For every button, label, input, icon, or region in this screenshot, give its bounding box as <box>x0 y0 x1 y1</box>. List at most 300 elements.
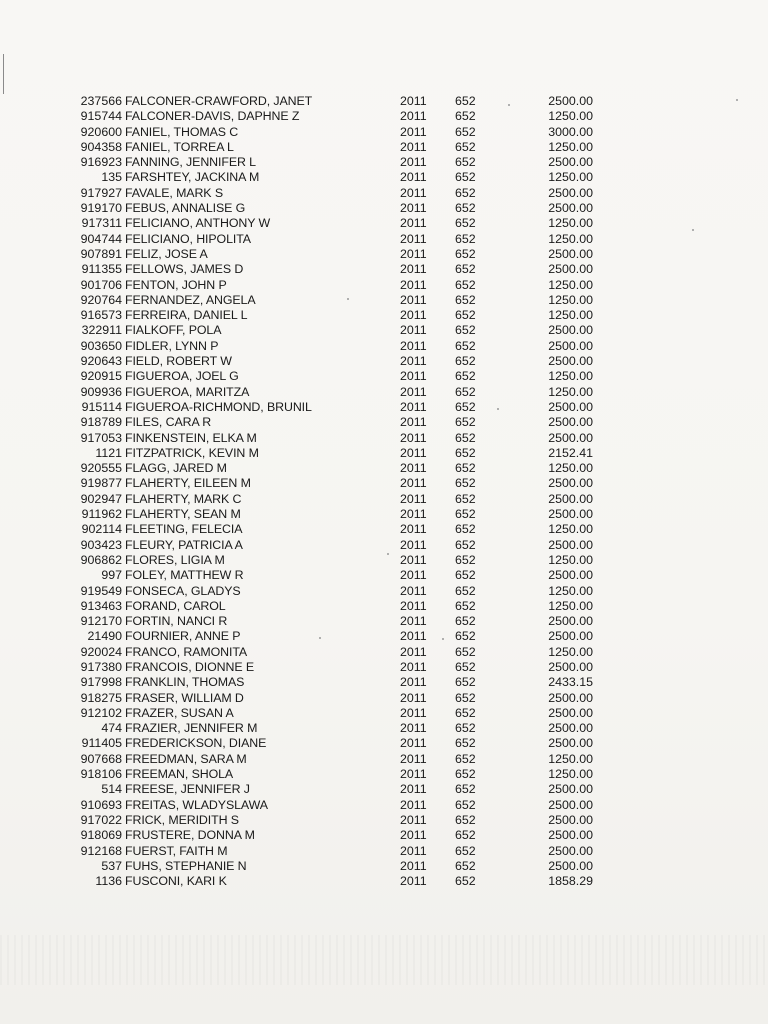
record-year: 2011 <box>400 583 427 598</box>
record-row <box>0 323 768 338</box>
record-code: 652 <box>455 109 476 124</box>
record-amount: 2433.15 <box>548 675 593 690</box>
record-code: 652 <box>455 354 476 369</box>
record-name: FIGUEROA-RICHMOND, BRUNIL <box>125 399 312 414</box>
record-code: 652 <box>455 690 476 705</box>
record-year: 2011 <box>400 721 427 736</box>
record-amount: 2500.00 <box>548 705 593 720</box>
record-year: 2011 <box>400 262 427 277</box>
record-amount: 2500.00 <box>548 201 593 216</box>
record-id: 919170 <box>80 201 122 216</box>
record-code: 652 <box>455 399 476 414</box>
record-name: FRAZER, SUSAN A <box>125 705 234 720</box>
record-amount: 2500.00 <box>548 155 593 170</box>
record-row <box>0 706 768 721</box>
record-name: FIELD, ROBERT W <box>125 354 232 369</box>
record-code: 652 <box>455 507 476 522</box>
record-id: 919549 <box>80 583 122 598</box>
record-code: 652 <box>455 797 476 812</box>
record-name: FELIZ, JOSE A <box>125 246 208 261</box>
record-id: 920024 <box>80 644 122 659</box>
record-name: FALCONER-DAVIS, DAPHNE Z <box>125 109 300 124</box>
record-amount: 2500.00 <box>548 399 593 414</box>
record-row <box>0 125 768 140</box>
record-row <box>0 216 768 231</box>
record-id: 322911 <box>81 323 122 338</box>
record-amount: 1858.29 <box>548 874 593 889</box>
record-name: FENTON, JOHN P <box>125 277 227 292</box>
record-id: 918106 <box>80 767 122 782</box>
record-code: 652 <box>455 185 476 200</box>
record-row <box>0 859 768 874</box>
record-row <box>0 553 768 568</box>
record-code: 652 <box>455 430 476 445</box>
record-code: 652 <box>455 262 476 277</box>
record-amount: 1250.00 <box>548 461 593 476</box>
record-year: 2011 <box>400 415 427 430</box>
record-year: 2011 <box>400 308 427 323</box>
record-year: 2011 <box>400 812 427 827</box>
record-year: 2011 <box>400 797 427 812</box>
record-year: 2011 <box>400 323 427 338</box>
record-year: 2011 <box>400 94 427 108</box>
record-row <box>0 140 768 155</box>
record-row <box>0 431 768 446</box>
record-name: FRANCO, RAMONITA <box>125 644 248 659</box>
record-amount: 2500.00 <box>548 614 593 629</box>
record-id: 904358 <box>80 139 122 154</box>
record-amount: 2500.00 <box>548 338 593 353</box>
record-name: FREDERICKSON, DIANE <box>125 736 267 751</box>
record-code: 652 <box>455 216 476 231</box>
record-year: 2011 <box>400 782 427 797</box>
record-year: 2011 <box>400 874 427 889</box>
record-id: 997 <box>101 568 122 583</box>
record-code: 652 <box>455 94 476 108</box>
record-row <box>0 155 768 170</box>
record-amount: 2152.41 <box>548 445 593 460</box>
record-amount: 1250.00 <box>548 767 593 782</box>
record-code: 652 <box>455 292 476 307</box>
record-id: 917022 <box>80 812 122 827</box>
record-code: 652 <box>455 874 476 889</box>
record-id: 920643 <box>80 354 122 369</box>
record-code: 652 <box>455 155 476 170</box>
record-row <box>0 828 768 843</box>
record-code: 652 <box>455 705 476 720</box>
record-year: 2011 <box>400 338 427 353</box>
record-amount: 2500.00 <box>548 568 593 583</box>
record-row <box>0 767 768 782</box>
record-row <box>0 522 768 537</box>
record-amount: 2500.00 <box>548 185 593 200</box>
record-year: 2011 <box>400 155 427 170</box>
record-amount: 2500.00 <box>548 537 593 552</box>
record-row <box>0 798 768 813</box>
record-id: 21490 <box>87 629 122 644</box>
record-name: FIDLER, LYNN P <box>125 338 219 353</box>
record-row <box>0 170 768 185</box>
record-name: FREEMAN, SHOLA <box>125 767 234 782</box>
record-row <box>0 400 768 415</box>
record-amount: 1250.00 <box>548 216 593 231</box>
record-id: 920600 <box>80 124 122 139</box>
record-row <box>0 584 768 599</box>
record-row <box>0 629 768 644</box>
record-name: FELICIANO, ANTHONY W <box>125 216 271 231</box>
record-row <box>0 262 768 277</box>
record-amount: 1250.00 <box>548 751 593 766</box>
record-name: FLEURY, PATRICIA A <box>125 537 243 552</box>
record-amount: 1250.00 <box>548 384 593 399</box>
record-year: 2011 <box>400 461 427 476</box>
record-code: 652 <box>455 828 476 843</box>
record-id: 915114 <box>81 399 122 414</box>
record-row <box>0 614 768 629</box>
record-name: FRAZIER, JENNIFER M <box>125 721 258 736</box>
record-amount: 2500.00 <box>548 659 593 674</box>
record-code: 652 <box>455 552 476 567</box>
record-year: 2011 <box>400 843 427 858</box>
record-code: 652 <box>455 170 476 185</box>
record-id: 912168 <box>80 843 122 858</box>
record-amount: 2500.00 <box>548 782 593 797</box>
record-row <box>0 186 768 201</box>
record-year: 2011 <box>400 629 427 644</box>
record-row <box>0 782 768 797</box>
record-name: FERREIRA, DANIEL L <box>125 308 248 323</box>
record-amount: 2500.00 <box>548 721 593 736</box>
record-amount: 2500.00 <box>548 828 593 843</box>
record-year: 2011 <box>400 736 427 751</box>
record-code: 652 <box>455 246 476 261</box>
record-id: 906862 <box>80 552 122 567</box>
record-id: 1121 <box>95 445 122 460</box>
record-id: 918069 <box>80 828 122 843</box>
record-amount: 2500.00 <box>548 430 593 445</box>
record-amount: 2500.00 <box>548 812 593 827</box>
record-code: 652 <box>455 843 476 858</box>
record-name: FLAHERTY, SEAN M <box>125 507 241 522</box>
record-code: 652 <box>455 231 476 246</box>
record-code: 652 <box>455 338 476 353</box>
record-code: 652 <box>455 568 476 583</box>
record-id: 917380 <box>80 659 122 674</box>
record-id: 514 <box>101 782 122 797</box>
record-row <box>0 736 768 751</box>
record-code: 652 <box>455 598 476 613</box>
record-amount: 2500.00 <box>548 246 593 261</box>
record-name: FRASER, WILLIAM D <box>125 690 244 705</box>
record-row <box>0 354 768 369</box>
record-name: FREESE, JENNIFER J <box>125 782 250 797</box>
record-year: 2011 <box>400 216 427 231</box>
record-name: FLAHERTY, EILEEN M <box>125 476 251 491</box>
record-code: 652 <box>455 675 476 690</box>
record-id: 916573 <box>80 308 122 323</box>
record-id: 907668 <box>80 751 122 766</box>
record-id: 911962 <box>81 507 122 522</box>
record-name: FOLEY, MATTHEW R <box>125 568 244 583</box>
record-year: 2011 <box>400 185 427 200</box>
record-row <box>0 813 768 828</box>
record-name: FELLOWS, JAMES D <box>125 262 244 277</box>
record-row <box>0 721 768 736</box>
record-code: 652 <box>455 308 476 323</box>
record-id: 911355 <box>81 262 122 277</box>
record-id: 912170 <box>80 614 122 629</box>
record-code: 652 <box>455 369 476 384</box>
record-amount: 2500.00 <box>548 629 593 644</box>
record-amount: 1250.00 <box>548 522 593 537</box>
record-year: 2011 <box>400 598 427 613</box>
record-year: 2011 <box>400 767 427 782</box>
record-code: 652 <box>455 644 476 659</box>
record-year: 2011 <box>400 445 427 460</box>
record-amount: 2500.00 <box>548 415 593 430</box>
record-code: 652 <box>455 124 476 139</box>
record-amount: 1250.00 <box>548 552 593 567</box>
record-row <box>0 461 768 476</box>
record-code: 652 <box>455 415 476 430</box>
record-amount: 1250.00 <box>548 231 593 246</box>
record-id: 910693 <box>80 797 122 812</box>
record-row <box>0 645 768 660</box>
record-year: 2011 <box>400 277 427 292</box>
record-name: FREITAS, WLADYSLAWA <box>125 797 268 812</box>
record-id: 902947 <box>80 491 122 506</box>
record-row <box>0 94 768 109</box>
record-id: 915744 <box>80 109 122 124</box>
record-name: FITZPATRICK, KEVIN M <box>125 445 259 460</box>
record-id: 903650 <box>80 338 122 353</box>
record-amount: 1250.00 <box>548 598 593 613</box>
scan-edge-mark <box>3 54 4 94</box>
record-year: 2011 <box>400 124 427 139</box>
record-name: FLEETING, FELECIA <box>125 522 243 537</box>
record-code: 652 <box>455 201 476 216</box>
record-code: 652 <box>455 659 476 674</box>
record-year: 2011 <box>400 491 427 506</box>
record-code: 652 <box>455 277 476 292</box>
record-year: 2011 <box>400 109 427 124</box>
record-amount: 2500.00 <box>548 843 593 858</box>
record-row <box>0 201 768 216</box>
record-name: FANIEL, TORREA L <box>125 139 234 154</box>
record-name: FRICK, MERIDITH S <box>125 812 239 827</box>
record-id: 903423 <box>80 537 122 552</box>
record-code: 652 <box>455 721 476 736</box>
record-id: 909936 <box>80 384 122 399</box>
record-code: 652 <box>455 858 476 873</box>
record-id: 920915 <box>80 369 122 384</box>
record-id: 537 <box>101 858 122 873</box>
record-row <box>0 538 768 553</box>
record-code: 652 <box>455 583 476 598</box>
record-name: FRANCOIS, DIONNE E <box>125 659 255 674</box>
record-name: FORTIN, NANCI R <box>125 614 228 629</box>
record-name: FUHS, STEPHANIE N <box>125 858 247 873</box>
record-id: 918789 <box>80 415 122 430</box>
record-code: 652 <box>455 736 476 751</box>
record-code: 652 <box>455 139 476 154</box>
record-code: 652 <box>455 445 476 460</box>
record-name: FALCONER-CRAWFORD, JANET <box>125 94 313 108</box>
record-id: 920764 <box>80 292 122 307</box>
record-year: 2011 <box>400 858 427 873</box>
record-id: 912102 <box>80 705 122 720</box>
record-row <box>0 675 768 690</box>
record-name: FILES, CARA R <box>125 415 212 430</box>
record-year: 2011 <box>400 231 427 246</box>
record-amount: 1250.00 <box>548 170 593 185</box>
record-id: 911405 <box>81 736 122 751</box>
record-year: 2011 <box>400 507 427 522</box>
record-name: FORAND, CAROL <box>125 598 226 613</box>
record-name: FRANKLIN, THOMAS <box>125 675 245 690</box>
record-name: FELICIANO, HIPOLITA <box>125 231 251 246</box>
record-id: 919877 <box>80 476 122 491</box>
record-year: 2011 <box>400 170 427 185</box>
record-code: 652 <box>455 629 476 644</box>
record-name: FUSCONI, KARI K <box>125 874 227 889</box>
record-id: 920555 <box>80 461 122 476</box>
record-year: 2011 <box>400 690 427 705</box>
record-amount: 3000.00 <box>548 124 593 139</box>
record-name: FINKENSTEIN, ELKA M <box>125 430 257 445</box>
record-row <box>0 476 768 491</box>
record-amount: 2500.00 <box>548 736 593 751</box>
record-year: 2011 <box>400 644 427 659</box>
record-row <box>0 369 768 384</box>
record-row <box>0 660 768 675</box>
record-amount: 1250.00 <box>548 139 593 154</box>
record-year: 2011 <box>400 828 427 843</box>
record-year: 2011 <box>400 369 427 384</box>
record-year: 2011 <box>400 292 427 307</box>
record-year: 2011 <box>400 522 427 537</box>
record-name: FANIEL, THOMAS C <box>125 124 239 139</box>
record-year: 2011 <box>400 537 427 552</box>
record-year: 2011 <box>400 354 427 369</box>
record-id: 474 <box>101 721 122 736</box>
record-id: 135 <box>101 170 122 185</box>
record-year: 2011 <box>400 384 427 399</box>
record-amount: 2500.00 <box>548 94 593 108</box>
record-amount: 1250.00 <box>548 292 593 307</box>
record-amount: 2500.00 <box>548 690 593 705</box>
record-id: 918275 <box>80 690 122 705</box>
record-year: 2011 <box>400 751 427 766</box>
record-amount: 2500.00 <box>548 323 593 338</box>
record-id: 917998 <box>80 675 122 690</box>
record-row <box>0 415 768 430</box>
record-name: FARSHTEY, JACKINA M <box>125 170 260 185</box>
record-code: 652 <box>455 476 476 491</box>
record-id: 916923 <box>80 155 122 170</box>
record-amount: 2500.00 <box>548 507 593 522</box>
record-amount: 2500.00 <box>548 476 593 491</box>
record-row <box>0 752 768 767</box>
record-code: 652 <box>455 522 476 537</box>
record-amount: 1250.00 <box>548 277 593 292</box>
record-amount: 2500.00 <box>548 797 593 812</box>
record-name: FUERST, FAITH M <box>125 843 228 858</box>
record-code: 652 <box>455 537 476 552</box>
record-name: FLORES, LIGIA M <box>125 552 225 567</box>
record-row <box>0 599 768 614</box>
record-year: 2011 <box>400 246 427 261</box>
record-name: FLAHERTY, MARK C <box>125 491 242 506</box>
record-id: 902114 <box>81 522 122 537</box>
record-row <box>0 232 768 247</box>
record-year: 2011 <box>400 552 427 567</box>
record-year: 2011 <box>400 201 427 216</box>
record-name: FEBUS, ANNALISE G <box>125 201 246 216</box>
record-id: 917311 <box>81 216 122 231</box>
record-year: 2011 <box>400 430 427 445</box>
record-row <box>0 446 768 461</box>
record-row <box>0 507 768 522</box>
record-amount: 1250.00 <box>548 308 593 323</box>
scan-noise-band <box>0 935 768 985</box>
record-name: FREEDMAN, SARA M <box>125 751 247 766</box>
record-row <box>0 247 768 262</box>
record-code: 652 <box>455 491 476 506</box>
record-row <box>0 308 768 323</box>
record-row <box>0 492 768 507</box>
record-year: 2011 <box>400 399 427 414</box>
record-id: 917927 <box>80 185 122 200</box>
record-list <box>0 94 768 889</box>
record-year: 2011 <box>400 705 427 720</box>
record-amount: 1250.00 <box>548 583 593 598</box>
record-code: 652 <box>455 812 476 827</box>
record-row <box>0 339 768 354</box>
record-row <box>0 844 768 859</box>
record-id: 237566 <box>80 94 122 108</box>
record-name: FIALKOFF, POLA <box>125 323 222 338</box>
record-id: 1136 <box>95 874 122 889</box>
record-amount: 2500.00 <box>548 491 593 506</box>
record-row <box>0 109 768 124</box>
record-amount: 2500.00 <box>548 354 593 369</box>
record-year: 2011 <box>400 675 427 690</box>
record-name: FONSECA, GLADYS <box>125 583 241 598</box>
record-year: 2011 <box>400 568 427 583</box>
record-id: 917053 <box>80 430 122 445</box>
record-amount: 2500.00 <box>548 262 593 277</box>
record-name: FIGUEROA, MARITZA <box>125 384 250 399</box>
record-name: FERNANDEZ, ANGELA <box>125 292 256 307</box>
record-row <box>0 874 768 889</box>
record-name: FAVALE, MARK S <box>125 185 223 200</box>
record-name: FOURNIER, ANNE P <box>125 629 241 644</box>
record-code: 652 <box>455 767 476 782</box>
record-row <box>0 293 768 308</box>
record-id: 904744 <box>80 231 122 246</box>
record-code: 652 <box>455 461 476 476</box>
record-code: 652 <box>455 323 476 338</box>
record-id: 901706 <box>80 277 122 292</box>
record-id: 907891 <box>80 246 122 261</box>
record-row <box>0 691 768 706</box>
record-name: FIGUEROA, JOEL G <box>125 369 239 384</box>
record-row <box>0 568 768 583</box>
record-amount: 2500.00 <box>548 858 593 873</box>
record-row <box>0 385 768 400</box>
record-amount: 1250.00 <box>548 644 593 659</box>
